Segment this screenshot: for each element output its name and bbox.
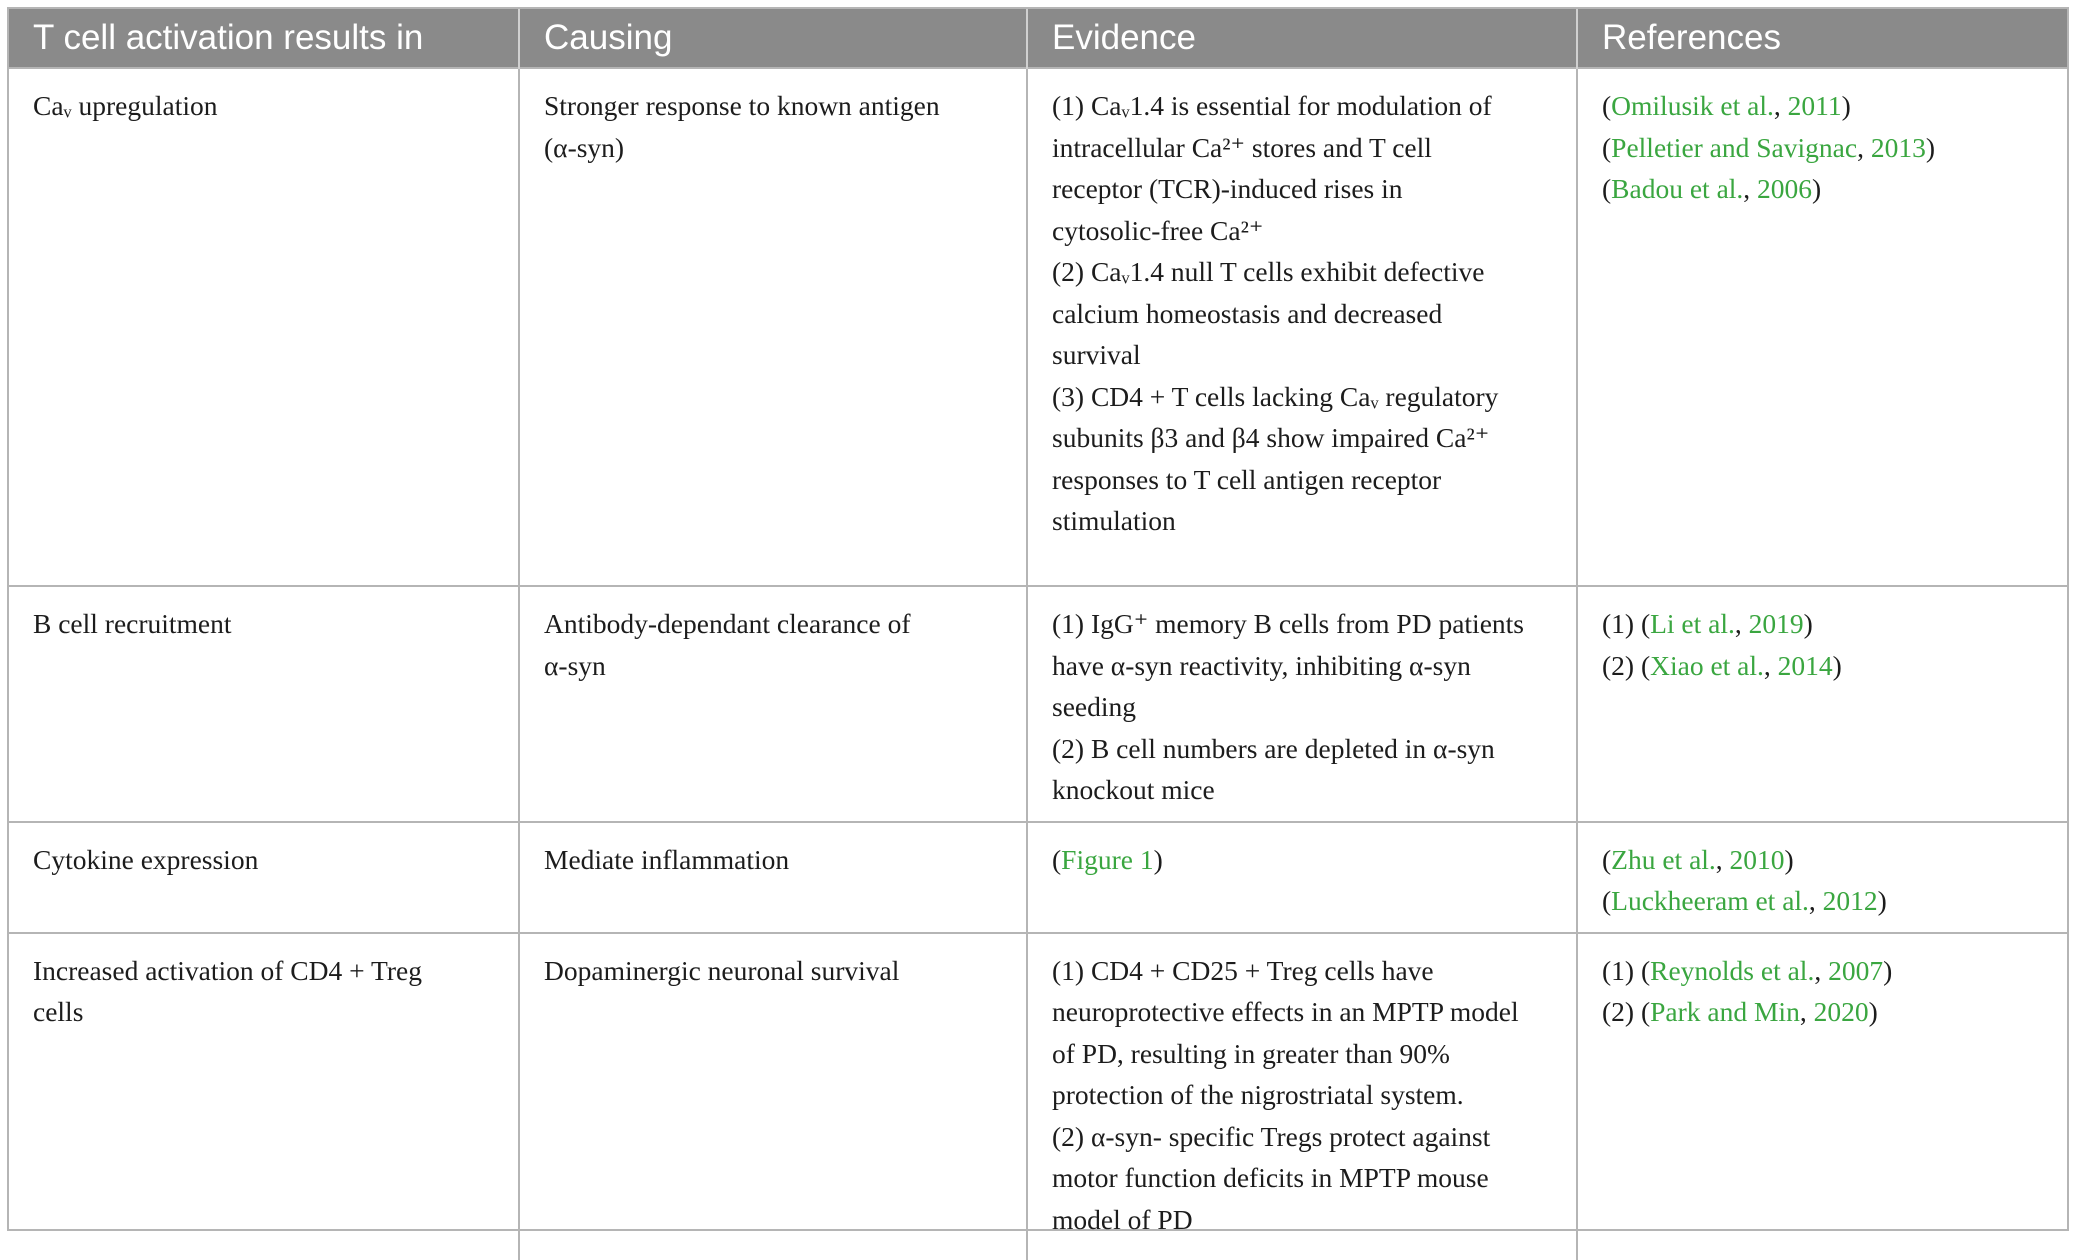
result-line: Increased activation of CD4 + Treg — [33, 954, 422, 986]
causing-line: (α-syn) — [544, 131, 625, 163]
causing-cell — [519, 822, 1027, 933]
evidence-cell — [1027, 933, 1577, 1260]
reference-entry: (Zhu et al., 2010) — [1602, 843, 1794, 875]
reference-link[interactable]: Li et al. — [1650, 608, 1735, 639]
table-row — [9, 822, 2067, 933]
causing-line: Dopaminergic neuronal survival — [544, 954, 900, 986]
evidence-line: have α-syn reactivity, inhibiting α-syn — [1052, 649, 1471, 681]
evidence-line: responses to T cell antigen receptor — [1052, 463, 1442, 495]
figure-link[interactable]: Figure 1 — [1061, 843, 1154, 875]
reference-entry: (Pelletier and Savignac, 2013) — [1602, 131, 1935, 163]
reference-year-link[interactable]: 2007 — [1828, 954, 1884, 986]
evidence-line: knockout mice — [1052, 774, 1215, 805]
evidence-line: survival — [1052, 339, 1141, 370]
evidence-line: (3) CD4 + T cells lacking Caᵥ regulatory — [1052, 380, 1499, 412]
causing-cell — [519, 68, 1027, 586]
reference-year-link[interactable]: 2006 — [1757, 173, 1813, 204]
reference-entry: (2) (Park and Min, 2020) — [1602, 996, 1878, 1027]
result-line: cells — [33, 996, 84, 1027]
evidence-line: receptor (TCR)-induced rises in — [1052, 173, 1403, 204]
evidence-line: model of PD — [1052, 1203, 1193, 1235]
causing-cell — [519, 933, 1027, 1260]
reference-year-link[interactable]: 2020 — [1813, 996, 1869, 1027]
references-cell — [1577, 68, 2067, 586]
reference-year-link[interactable]: 2011 — [1787, 90, 1842, 121]
evidence-line: protection of the nigrostriatal system. — [1052, 1079, 1464, 1110]
evidence-line: (2) α-syn- specific Tregs protect against — [1052, 1120, 1491, 1152]
evidence-line: intracellular Ca²⁺ stores and T cell — [1052, 131, 1432, 163]
reference-link[interactable]: Park and Min — [1650, 996, 1800, 1027]
reference-year-link[interactable]: 2013 — [1870, 131, 1926, 163]
table-row — [9, 933, 2067, 1260]
causing-line: Antibody-dependant clearance of — [544, 608, 911, 639]
evidence-cell — [1027, 68, 1577, 586]
data-table — [9, 9, 2067, 1260]
evidence-line: (1) IgG⁺ memory B cells from PD patients — [1052, 608, 1524, 639]
causing-line: Mediate inflammation — [544, 843, 790, 875]
reference-link[interactable]: Luckheeram et al. — [1611, 885, 1809, 916]
evidence-line: (2) Caᵥ1.4 null T cells exhibit defective — [1052, 256, 1485, 287]
references-cell — [1577, 933, 2067, 1260]
evidence-line: neuroprotective effects in an MPTP model — [1052, 996, 1519, 1027]
evidence-line: seeding — [1052, 691, 1137, 722]
causing-line: Stronger response to known antigen — [544, 90, 940, 121]
result-text: Cytokine expression — [33, 843, 259, 875]
result-text: Caᵥ upregulation — [33, 90, 218, 121]
column-header-evidence: Evidence — [1027, 9, 1577, 68]
reference-link[interactable]: Omilusik et al. — [1611, 90, 1774, 121]
column-header-causing: Causing — [519, 9, 1027, 68]
reference-link[interactable]: Pelletier and Savignac — [1611, 131, 1858, 163]
result-cell — [9, 68, 519, 586]
causing-line: α-syn — [544, 649, 606, 681]
table-row — [9, 586, 2067, 822]
reference-year-link[interactable]: 2012 — [1822, 885, 1878, 916]
table-frame — [7, 7, 2069, 1235]
table-row — [9, 68, 2067, 586]
evidence-line: calcium homeostasis and decreased — [1052, 297, 1443, 329]
reference-link[interactable]: Badou et al. — [1611, 173, 1744, 204]
reference-entry: (Badou et al., 2006) — [1602, 173, 1822, 204]
reference-year-link[interactable]: 2019 — [1748, 608, 1804, 639]
result-cell — [9, 586, 519, 822]
evidence-line: cytosolic-free Ca²⁺ — [1052, 214, 1264, 246]
reference-entry: (1) (Reynolds et al., 2007) — [1602, 954, 1893, 986]
result-cell — [9, 822, 519, 933]
column-header-result: T cell activation results in — [9, 9, 519, 68]
evidence-line: (1) Caᵥ1.4 is essential for modulation of — [1052, 90, 1492, 121]
evidence-line: motor function deficits in MPTP mouse — [1052, 1162, 1489, 1193]
result-text: B cell recruitment — [33, 608, 232, 639]
causing-cell — [519, 586, 1027, 822]
reference-link[interactable]: Xiao et al. — [1650, 649, 1764, 681]
evidence-line: (2) B cell numbers are depleted in α-syn — [1052, 732, 1495, 764]
reference-entry: (Luckheeram et al., 2012) — [1602, 885, 1887, 916]
reference-entry: (1) (Li et al., 2019) — [1602, 608, 1813, 639]
references-cell — [1577, 586, 2067, 822]
evidence-line: stimulation — [1052, 505, 1176, 536]
evidence-line: of PD, resulting in greater than 90% — [1052, 1037, 1450, 1069]
column-header-references: References — [1577, 9, 2067, 68]
evidence-line: (1) CD4 + CD25 + Treg cells have — [1052, 954, 1434, 986]
reference-link[interactable]: Reynolds et al. — [1650, 954, 1815, 986]
header-row — [9, 9, 2067, 68]
reference-entry: (Omilusik et al., 2011) — [1602, 90, 1851, 121]
references-cell — [1577, 822, 2067, 933]
evidence-entry: (Figure 1) — [1052, 843, 1163, 875]
evidence-cell — [1027, 822, 1577, 933]
reference-entry: (2) (Xiao et al., 2014) — [1602, 649, 1842, 681]
result-cell — [9, 933, 519, 1260]
reference-link[interactable]: Zhu et al. — [1611, 843, 1716, 875]
evidence-cell — [1027, 586, 1577, 822]
reference-year-link[interactable]: 2014 — [1777, 649, 1833, 681]
evidence-line: subunits β3 and β4 show impaired Ca²⁺ — [1052, 422, 1490, 453]
reference-year-link[interactable]: 2010 — [1729, 843, 1785, 875]
